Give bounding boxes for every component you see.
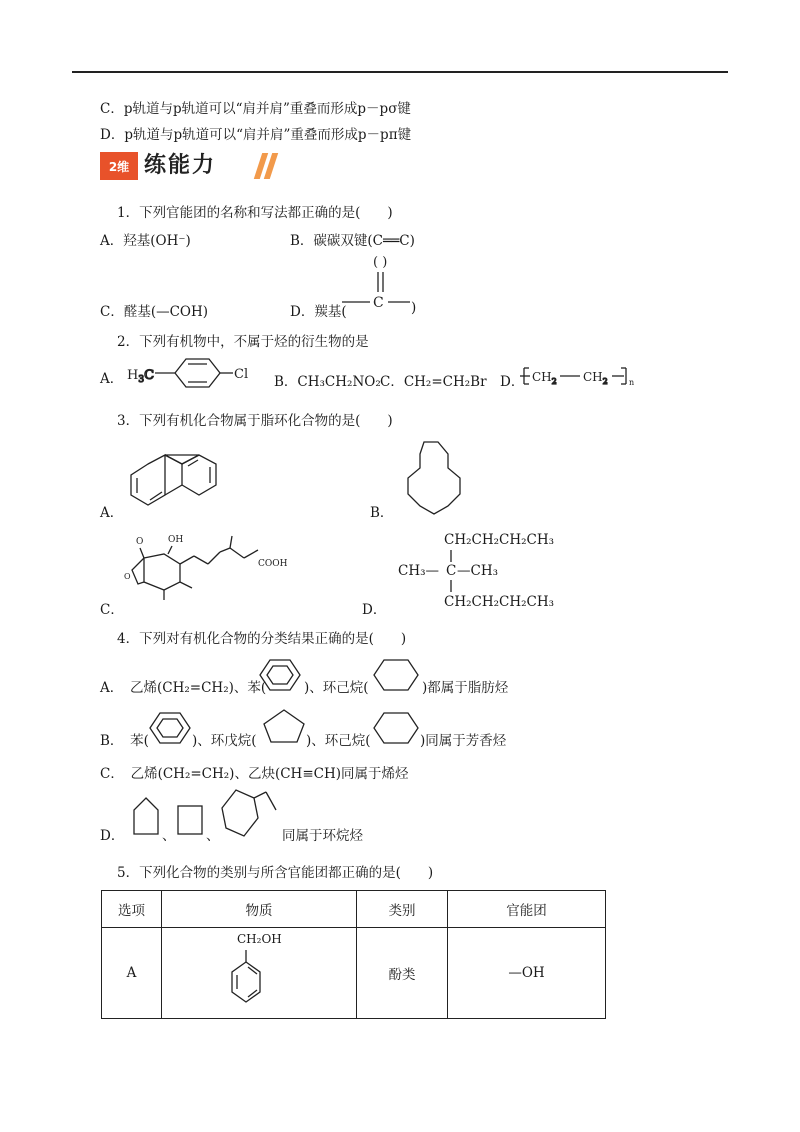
q4-d-sep2: 、 <box>206 828 220 844</box>
cell-option: A <box>102 928 162 1019</box>
q2-option-d-label: D． <box>500 374 525 390</box>
q3-option-b-label: B． <box>370 505 394 521</box>
svg-text:C: C <box>373 295 384 311</box>
banner-tag: 2维 <box>100 152 138 180</box>
mycophenolic-acid-structure <box>120 530 310 605</box>
q4-option-c: C． 乙烯(CH₂=CH₂)、乙炔(CH≡CH)同属于烯烃 <box>100 766 409 782</box>
q1-option-d-prefix: D．羰基( <box>290 304 347 320</box>
q3-option-c-label: C． <box>100 602 124 618</box>
q4-b-text3: )、环己烷( <box>306 733 371 749</box>
q1-option-c: C．醛基(—COH) <box>100 304 209 320</box>
header-group: 官能团 <box>448 891 606 928</box>
header-substance: 物质 <box>162 891 357 928</box>
q1-option-a: A．羟基(OH⁻) <box>100 233 191 249</box>
q5-table <box>101 890 606 1019</box>
header-option: 选项 <box>102 891 162 928</box>
cell-group: —OH <box>448 928 606 1019</box>
q3-d-line2-right: —CH₃ <box>457 563 499 579</box>
banner-title: 练能力 <box>144 153 217 178</box>
q4-a-text1: A． 乙烯(CH₂=CH₂)、苯( <box>100 680 267 696</box>
carbonyl-structure <box>340 252 420 314</box>
svg-text:CH2: $CH_2$ <box>583 370 608 386</box>
quaternary-carbon-bonds <box>446 548 456 596</box>
q4-d-sep1: 、 <box>162 828 176 844</box>
svg-text:O: O <box>136 537 144 547</box>
q4-d-tail: 同属于环烷烃 <box>282 828 363 844</box>
svg-text:H3C: $H_3C$ <box>127 368 155 385</box>
chlorotoluene-structure <box>125 354 255 392</box>
header-category: 类别 <box>357 891 448 928</box>
q2-option-b: B．CH₃CH₂NO₂ <box>274 374 381 390</box>
cell-substance <box>162 928 357 1019</box>
q3-d-line2-c: C <box>446 563 457 579</box>
q4-b-text2: )、环戊烷( <box>192 733 257 749</box>
naphthalene-structure <box>128 450 208 520</box>
polyethylene-structure <box>520 360 640 390</box>
header-rule <box>72 71 728 73</box>
benzyl-alcohol-label: CH₂OH <box>237 932 282 946</box>
benzene-icon <box>258 658 302 692</box>
benzene-icon <box>148 711 192 745</box>
svg-text:OH: OH <box>168 535 184 545</box>
cyclopentane-icon <box>262 708 308 744</box>
q4-b-text4: )同属于芳香烃 <box>420 733 507 749</box>
table-header-row <box>102 891 606 928</box>
q1-stem: 1．下列官能团的名称和写法都正确的是( ) <box>117 205 393 221</box>
q3-option-d-label: D． <box>362 602 387 618</box>
section-banner <box>100 148 280 184</box>
svg-text:n: n <box>629 378 635 387</box>
svg-text:( ): ( ) <box>373 255 388 270</box>
svg-text:CH2: $CH_2$ <box>532 370 557 386</box>
benzyl-alcohol-structure <box>224 948 264 1010</box>
q3-option-a-label: A． <box>100 505 124 521</box>
q3-d-line2-left: CH₃— <box>398 563 440 579</box>
option-d: D．p轨道与p轨道可以“肩并肩”重叠而形成p－pπ键 <box>100 127 412 143</box>
cyclohexane-icon <box>372 658 422 692</box>
q5-stem: 5．下列化合物的类别与所含官能团都正确的是( ) <box>117 865 434 881</box>
cyclohexane-icon <box>372 711 422 745</box>
cyclododecane-structure <box>398 440 478 520</box>
ethylcyclohexane-icon <box>218 788 278 844</box>
option-c: C．p轨道与p轨道可以“肩并肩”重叠而形成p－pσ键 <box>100 101 411 117</box>
q1-option-d-suffix: ) <box>411 300 417 316</box>
q4-b-text1: B． 苯( <box>100 733 149 749</box>
q3-d-line3: CH₂CH₂CH₂CH₃ <box>444 594 555 610</box>
q3-d-line1: CH₂CH₂CH₂CH₃ <box>444 532 555 548</box>
q2-option-a-label: A． <box>100 371 124 387</box>
q3-stem: 3．下列有机化合物属于脂环化合物的是( ) <box>117 413 393 429</box>
table-row <box>102 928 606 1019</box>
cell-category: 酚类 <box>357 928 448 1019</box>
q2-stem: 2．下列有机物中，不属于烃的衍生物的是 <box>117 334 369 350</box>
q1-option-b: B．碳碳双键(C══C) <box>290 233 415 249</box>
q2-option-c: C．CH₂=CH₂Br <box>380 374 487 390</box>
q4-a-text3: )都属于脂肪烃 <box>422 680 509 696</box>
q4-a-text2: )、环己烷( <box>304 680 369 696</box>
cyclobutane-icon <box>176 804 206 836</box>
svg-text:Cl: Cl <box>234 367 249 382</box>
svg-text:COOH: COOH <box>258 559 288 569</box>
q4-stem: 4．下列对有机化合物的分类结果正确的是( ) <box>117 631 407 647</box>
q4-d-label: D． <box>100 828 125 844</box>
cyclopentane-icon <box>132 796 162 838</box>
svg-text:O: O <box>124 572 131 581</box>
